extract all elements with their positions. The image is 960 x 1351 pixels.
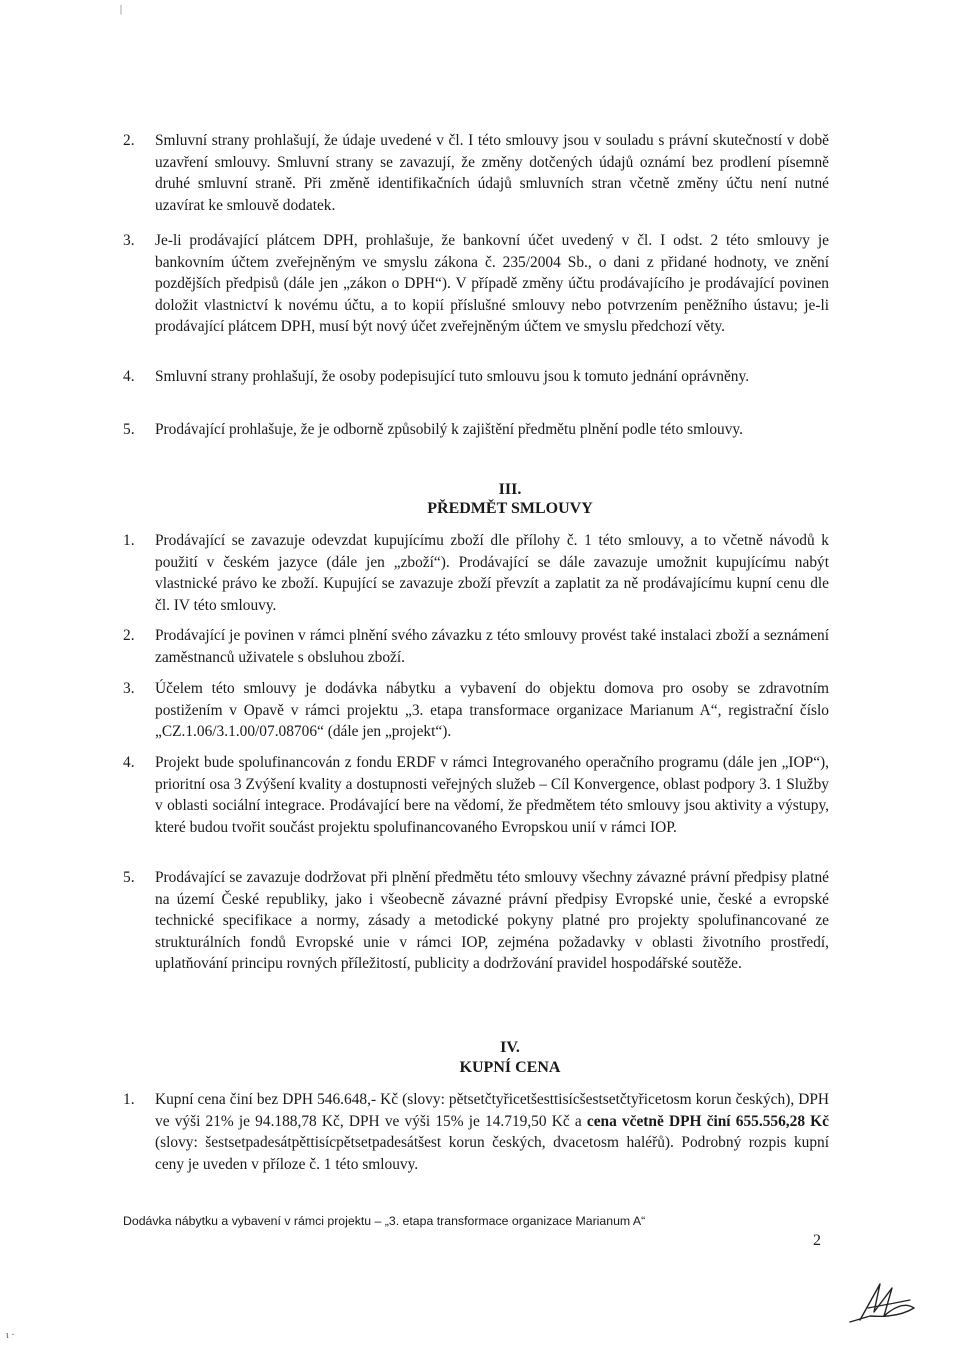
clause-ii-4: [123, 366, 829, 388]
clause-number: 4.: [123, 368, 135, 385]
section-iii-number: III.: [498, 481, 522, 498]
price-total-bold: cena včetně DPH činí 655.556,28 Kč: [586, 1112, 829, 1130]
clause-iii-2: [123, 625, 829, 668]
clause-number: 1.: [123, 1091, 135, 1108]
clause-text: Smluvní strany prohlašují, že údaje uvedené v čl. I této smlouvy jsou v souladu s právní skutečností v době uzavření smlouvy. Smluvní strany se zavazují, že změny dotčených údajů oznámí bez prodlení písemně druhé smluvní straně. Při změně identifikačních údajů smluvních stran včetně změny účtu není nutné uzavírat ke smlouvě dodatek.: [155, 132, 829, 214]
clause-iii-3: [123, 678, 829, 743]
clause-number: 3.: [123, 232, 135, 249]
clause-text: Je-li prodávající plátcem DPH, prohlašuje, že bankovní účet uvedený v čl. I odst. 2 této smlouvy je bankovním účtem zveřejněným ve smyslu zákona č. 235/2004 Sb., o dani z přidané hodnoty, ve znění pozdějších předpisů (dále jen „zákon o DPH“). V případě změny účtu prodávajícího je prodávající povinen doložit vlastnictví k novému účtu, a to kopií příslušné smlouvy nebo potvrzením peněžního ústavu; je-li prodávající plátcem DPH, musí být nový účet zveřejněným účtem ve smyslu předchozí věty.: [155, 232, 829, 336]
clause-number: 2.: [123, 627, 135, 644]
clause-number: 1.: [123, 532, 135, 549]
scan-mark: ι ·: [6, 1330, 15, 1341]
scan-mark: |: [120, 4, 123, 15]
clause-number: 5.: [123, 869, 135, 886]
page-footer: Dodávka nábytku a vybavení v rámci projektu – „3. etapa transformace organizace Marianum A“: [123, 1214, 646, 1228]
clause-text: Projekt bude spolufinancován z fondu ERDF v rámci Integrovaného operačního programu (dále jen „IOP“), prioritní osa 3 Zvýšení kvality a dostupnosti veřejných služeb – Cíl Konvergence, oblast podpory 3. 1 Služby v oblasti sociální integrace. Prodávající bere na vědomí, že předmětem této smlouvy jsou aktivity a výstupy, které budou tvořit součást projektu spolufinancovaného Evropskou unií v rámci IOP.: [155, 754, 829, 836]
clause-ii-5: [123, 419, 829, 441]
clause-iv-1: [123, 1089, 829, 1175]
clause-iii-1: [123, 530, 829, 616]
clause-text: Smluvní strany prohlašují, že osoby podepisující tuto smlouvu jsou k tomuto jednání oprávněny.: [155, 368, 750, 385]
clause-number: 4.: [123, 754, 135, 771]
section-iv-title: KUPNÍ CENA: [459, 1059, 561, 1076]
price-text-part-1: Kupní cena činí bez DPH 546.648,- Kč (slovy: pětsetčtyřicetšesttisícšestsetčtyřicetosm korun českých), DPH ve výši 21% je 94.188,78 Kč, DPH ve výši 15% je 14.719,50 Kč a: [155, 1091, 829, 1130]
clause-text: Prodávající se zavazuje odevzdat kupujícímu zboží dle přílohy č. 1 této smlouvy, a to včetně návodů k použití v českém jazyce (dále jen „zboží“). Prodávající se dále zavazuje umožnit kupujícímu nabýt vlastnické právo ke zboží. Kupující se zavazuje zboží převzít a zaplatit za ně prodávajícímu kupní cenu dle čl. IV této smlouvy.: [155, 532, 829, 614]
clause-text: Prodávající je povinen v rámci plnění svého závazku z této smlouvy provést také instalaci zboží a seznámení zaměstnanců uživatele s obsluhou zboží.: [155, 627, 829, 666]
clause-number: 5.: [123, 421, 135, 438]
section-iii-title: PŘEDMĚT SMLOUVY: [427, 500, 593, 517]
clause-text: Prodávající se zavazuje dodržovat při plnění předmětu této smlouvy všechny závazné právní předpisy platné na území České republiky, jako i všeobecně závazné právní předpisy Evropské unie, české a evropské technické specifikace a normy, zásady a metodické pokyny platné pro projekty spolufinancované ze strukturálních fondů Evropské unie v rámci IOP, zejména požadavky v oblasti životního prostředí, uplatňování principu rovných příležitostí, publicity a dodržování pravidel hospodářské soutěže.: [155, 869, 829, 973]
page-number: 2: [813, 1232, 821, 1249]
clause-text: Účelem této smlouvy je dodávka nábytku a vybavení do objektu domova pro osoby se zdravotním postižením v Opavě v rámci projektu „3. etapa transformace organizace Marianum A“, registrační číslo „CZ.1.06/3.1.00/07.08706“ (dále jen „projekt“).: [155, 680, 829, 741]
price-text-part-2: (slovy: šestsetpadesátpěttisícpětsetpadesátšest korun českých, dvacetosm haléřů). Podrobný rozpis kupní ceny je uveden v příloze č. 1 této smlouvy.: [155, 1134, 829, 1173]
clause-ii-3: [123, 230, 829, 338]
clause-iii-4: [123, 752, 829, 838]
clause-text: [155, 1089, 829, 1175]
section-iv-number: IV.: [500, 1039, 520, 1056]
clause-number: 2.: [123, 132, 135, 149]
clause-number: 3.: [123, 680, 135, 697]
clause-text: Prodávající prohlašuje, že je odborně způsobilý k zajištění předmětu plnění podle této smlouvy.: [155, 421, 743, 438]
clause-ii-2: [123, 130, 829, 216]
signature-initials-icon: [840, 1278, 920, 1333]
clause-iii-5: [123, 867, 829, 975]
